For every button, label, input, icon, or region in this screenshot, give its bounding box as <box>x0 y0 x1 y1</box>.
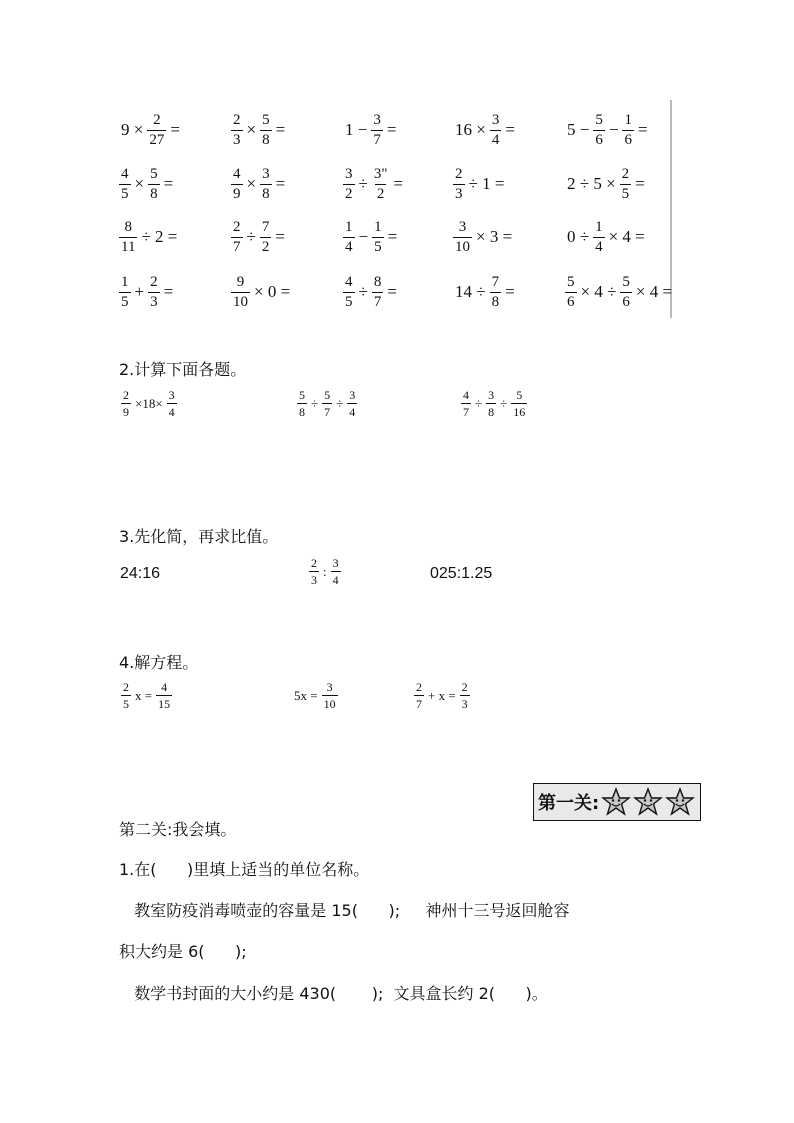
numerator: 1 <box>345 218 353 235</box>
denominator: 3 <box>233 131 241 148</box>
denominator: 10 <box>233 293 248 310</box>
denominator: 5 <box>374 238 382 255</box>
fraction <box>343 275 355 310</box>
question-1: 1.在( )里填上适当的单位名称。 <box>119 860 370 879</box>
expr-text: = <box>170 120 180 139</box>
denominator: 10 <box>323 697 336 711</box>
numerator: 2 <box>123 388 129 402</box>
numerator: 3 <box>458 218 467 235</box>
expr-text: 5x = <box>294 687 318 703</box>
fraction <box>620 275 632 310</box>
fraction <box>490 275 502 310</box>
denominator: 4 <box>168 405 175 419</box>
numerator: 3 <box>349 388 356 402</box>
numerator: 2 <box>153 111 161 128</box>
fill-line-2: 积大约是 6( ); <box>119 942 247 961</box>
denominator: 11 <box>121 238 136 255</box>
fraction <box>156 681 172 710</box>
fraction <box>620 167 632 202</box>
expr-text: × 4 ÷ <box>580 282 617 301</box>
numerator: 2 <box>455 165 463 182</box>
calc-item-2 <box>296 389 358 418</box>
fill-line-1: 教室防疫消毒喷壶的容量是 15( ); 神州十三号返回舱容 <box>119 901 570 920</box>
denominator: 8 <box>299 405 305 419</box>
fraction <box>511 389 527 418</box>
numerator: 2 <box>311 556 317 570</box>
expr-text: × 3 = <box>476 227 513 246</box>
numerator: 1 <box>121 273 129 290</box>
denominator: 4 <box>345 238 353 255</box>
fraction <box>343 167 355 202</box>
denominator: 9 <box>123 405 129 419</box>
denominator: 8 <box>150 185 158 202</box>
fraction <box>121 681 131 710</box>
expr-text: = <box>163 282 174 301</box>
expr-text: 14 ÷ <box>455 282 486 301</box>
denominator: 27 <box>149 131 165 148</box>
fraction <box>414 681 424 710</box>
calc-cell <box>118 160 176 208</box>
fraction <box>121 389 131 418</box>
expr-text: ÷ <box>475 395 483 411</box>
fill-line-3: 数学书封面的大小约是 430( ); 文具盒长约 2( )。 <box>119 984 548 1003</box>
calc-item-3 <box>460 389 528 418</box>
ratio-item-3: 025:1.25 <box>430 565 493 582</box>
fraction <box>453 167 465 202</box>
numerator: 4 <box>233 165 241 182</box>
fraction <box>322 389 332 418</box>
denominator: 5 <box>121 185 129 202</box>
numerator: 3 <box>262 165 270 182</box>
denominator: 2 <box>376 185 385 202</box>
numerator: 1 <box>624 111 632 128</box>
section-4-heading: 4.解方程。 <box>119 653 199 672</box>
level-badge <box>533 783 701 821</box>
denominator: 7 <box>233 238 241 255</box>
expr-text: × <box>246 120 257 139</box>
numerator: 5 <box>324 388 331 402</box>
equation-2 <box>291 681 339 710</box>
expr-text: 0 ÷ <box>567 227 590 246</box>
fraction <box>372 167 390 202</box>
calc-cell <box>342 268 400 316</box>
ratio-item-1: 24:16 <box>120 565 161 582</box>
denominator: 3 <box>455 185 463 202</box>
oral-calc-grid <box>118 100 674 318</box>
expr-text: 5 − <box>567 120 590 139</box>
numerator: 7 <box>261 218 270 235</box>
fraction <box>260 167 272 202</box>
denominator: 5 <box>621 185 630 202</box>
fraction <box>119 220 137 255</box>
expr-text: ÷ <box>246 227 256 246</box>
fraction <box>461 389 471 418</box>
numerator: 5 <box>150 165 158 182</box>
denominator: 4 <box>491 131 500 148</box>
numerator: 5 <box>299 388 305 402</box>
denominator: 6 <box>595 131 603 148</box>
expr-text: = <box>393 174 404 193</box>
denominator: 6 <box>567 293 575 310</box>
fraction <box>372 220 384 255</box>
denominator: 10 <box>455 238 470 255</box>
fraction <box>486 389 496 418</box>
denominator: 2 <box>345 185 353 202</box>
numerator: 2 <box>233 111 241 128</box>
denominator: 2 <box>261 238 270 255</box>
numerator: 3 <box>326 680 333 694</box>
denominator: 3 <box>150 293 158 310</box>
ratio-item-2 <box>308 557 342 586</box>
denominator: 15 <box>158 697 171 711</box>
expr-text: × <box>246 174 257 193</box>
numerator: 2 <box>123 680 129 694</box>
expr-text: = <box>505 120 515 139</box>
numerator: 3 <box>488 388 495 402</box>
equation-1 <box>120 681 173 710</box>
expr-text: = <box>163 174 174 193</box>
fraction <box>565 275 577 310</box>
expr-text: = <box>637 120 648 139</box>
fraction <box>453 220 472 255</box>
fraction <box>167 389 177 418</box>
expr-text: − <box>358 227 369 246</box>
fraction <box>148 275 160 310</box>
expr-text: − <box>608 120 619 139</box>
denominator: 5 <box>345 293 353 310</box>
denominator: 5 <box>121 293 129 310</box>
fraction <box>372 275 384 310</box>
denominator: 6 <box>624 131 632 148</box>
fraction <box>347 389 357 418</box>
fraction <box>593 220 605 255</box>
expr-text: × 4 = <box>635 282 673 301</box>
fraction <box>260 113 272 148</box>
fraction <box>231 220 243 255</box>
fraction <box>490 113 502 148</box>
calc-cell <box>564 213 648 261</box>
section-3-heading: 3.先化简，再求比值。 <box>119 527 279 546</box>
fraction <box>147 113 166 148</box>
calc-cell <box>230 213 288 261</box>
calc-cell <box>230 106 288 154</box>
numerator: 3 <box>373 111 381 128</box>
denominator: 5 <box>123 697 129 711</box>
fraction <box>371 113 383 148</box>
numerator: 1 <box>595 218 603 235</box>
expr-text: = <box>275 174 286 193</box>
numerator: 2 <box>416 680 422 694</box>
fraction <box>460 681 470 710</box>
fraction <box>119 167 131 202</box>
denominator: 7 <box>324 405 331 419</box>
denominator: 6 <box>622 293 630 310</box>
fraction <box>260 220 272 255</box>
calc-cell <box>342 106 399 154</box>
calc-cell <box>564 268 675 316</box>
expr-text: × 0 = <box>254 282 291 301</box>
numerator: 8 <box>124 218 132 235</box>
equation-3 <box>413 681 471 710</box>
numerator: 2 <box>150 273 158 290</box>
fraction <box>231 113 243 148</box>
calc-cell <box>118 106 183 154</box>
calc-cell <box>452 106 518 154</box>
expr-text: ÷ 2 = <box>141 227 178 246</box>
numerator: 5 <box>622 273 630 290</box>
numerator: 2 <box>621 165 630 182</box>
numerator: 5 <box>567 273 575 290</box>
section-2-heading: 2.计算下面各题。 <box>119 360 247 379</box>
denominator: 8 <box>488 405 495 419</box>
numerator: 9 <box>236 273 245 290</box>
fraction <box>297 389 307 418</box>
fraction <box>119 275 131 310</box>
denominator: 8 <box>262 185 270 202</box>
badge-label: 第一关: <box>538 793 600 814</box>
denominator: 8 <box>491 293 500 310</box>
numerator: 5 <box>595 111 603 128</box>
expr-text: 9 × <box>121 120 144 139</box>
denominator: 3 <box>311 573 317 587</box>
numerator: 1 <box>374 218 382 235</box>
calc-cell <box>118 213 180 261</box>
expr-text: = <box>275 227 285 246</box>
calc-cell <box>564 160 648 208</box>
fraction <box>622 113 634 148</box>
denominator: 7 <box>463 405 469 419</box>
numerator: 4 <box>345 273 353 290</box>
calc-item-1 <box>120 389 178 418</box>
numerator: 8 <box>373 273 382 290</box>
expr-text: × <box>134 174 145 193</box>
fraction <box>231 275 250 310</box>
calc-cell <box>452 160 507 208</box>
expr-text: ×18× <box>135 395 163 411</box>
expr-text: ÷ 1 = <box>468 174 505 193</box>
numerator: 4 <box>121 165 129 182</box>
expr-text: × 4 = <box>608 227 645 246</box>
expr-text: ÷ <box>311 395 319 411</box>
calc-cell <box>342 213 400 261</box>
fraction <box>331 557 341 586</box>
denominator: 4 <box>332 573 339 587</box>
denominator: 7 <box>416 697 422 711</box>
expr-text: = <box>387 227 398 246</box>
calc-cell <box>118 268 176 316</box>
denominator: 4 <box>595 238 603 255</box>
denominator: 3 <box>461 697 468 711</box>
star-icon <box>665 787 695 817</box>
expr-text: = <box>275 120 286 139</box>
denominator: 16 <box>513 405 526 419</box>
expr-text: x = <box>135 687 153 703</box>
expr-text: 1 − <box>345 120 368 139</box>
expr-text: + <box>134 282 145 301</box>
numerator: 2 <box>461 680 468 694</box>
expr-text: = <box>386 120 397 139</box>
numerator: 4 <box>161 680 168 694</box>
numerator: 4 <box>463 388 469 402</box>
expr-text: 16 × <box>455 120 486 139</box>
denominator: 4 <box>349 405 356 419</box>
calc-cell <box>230 160 288 208</box>
part-2-heading: 第二关:我会填。 <box>119 820 237 839</box>
denominator: 8 <box>262 131 270 148</box>
star-icon <box>601 787 631 817</box>
numerator: 7 <box>491 273 500 290</box>
expr-text: = <box>387 282 397 301</box>
numerator: 3 <box>168 388 175 402</box>
fraction <box>593 113 605 148</box>
calc-cell <box>452 213 515 261</box>
calc-cell <box>342 160 406 208</box>
denominator: 7 <box>373 293 382 310</box>
star-icon <box>633 787 663 817</box>
fraction <box>322 681 338 710</box>
expr-text: ÷ <box>500 395 508 411</box>
expr-text: + x = <box>428 687 456 703</box>
denominator: 7 <box>373 131 381 148</box>
calc-cell <box>230 268 293 316</box>
fraction <box>343 220 355 255</box>
calc-cell <box>452 268 518 316</box>
numerator: 5 <box>516 388 523 402</box>
badge-stars <box>599 787 695 817</box>
fraction <box>148 167 160 202</box>
numerator: 3 <box>332 556 339 570</box>
numerator: 3 <box>345 165 353 182</box>
numerator: 2 <box>233 218 241 235</box>
numerator: 3" <box>373 165 388 182</box>
expr-text: = <box>505 282 515 301</box>
expr-text: 2 ÷ 5 × <box>567 174 616 193</box>
expr-text: : <box>323 563 327 579</box>
expr-text: ÷ <box>358 174 368 193</box>
denominator: 9 <box>233 185 241 202</box>
calc-cell <box>564 106 651 154</box>
numerator: 3 <box>491 111 500 128</box>
expr-text: ÷ <box>336 395 344 411</box>
expr-text: = <box>635 174 645 193</box>
fraction <box>231 167 243 202</box>
fraction <box>309 557 319 586</box>
expr-text: ÷ <box>358 282 368 301</box>
numerator: 5 <box>262 111 270 128</box>
